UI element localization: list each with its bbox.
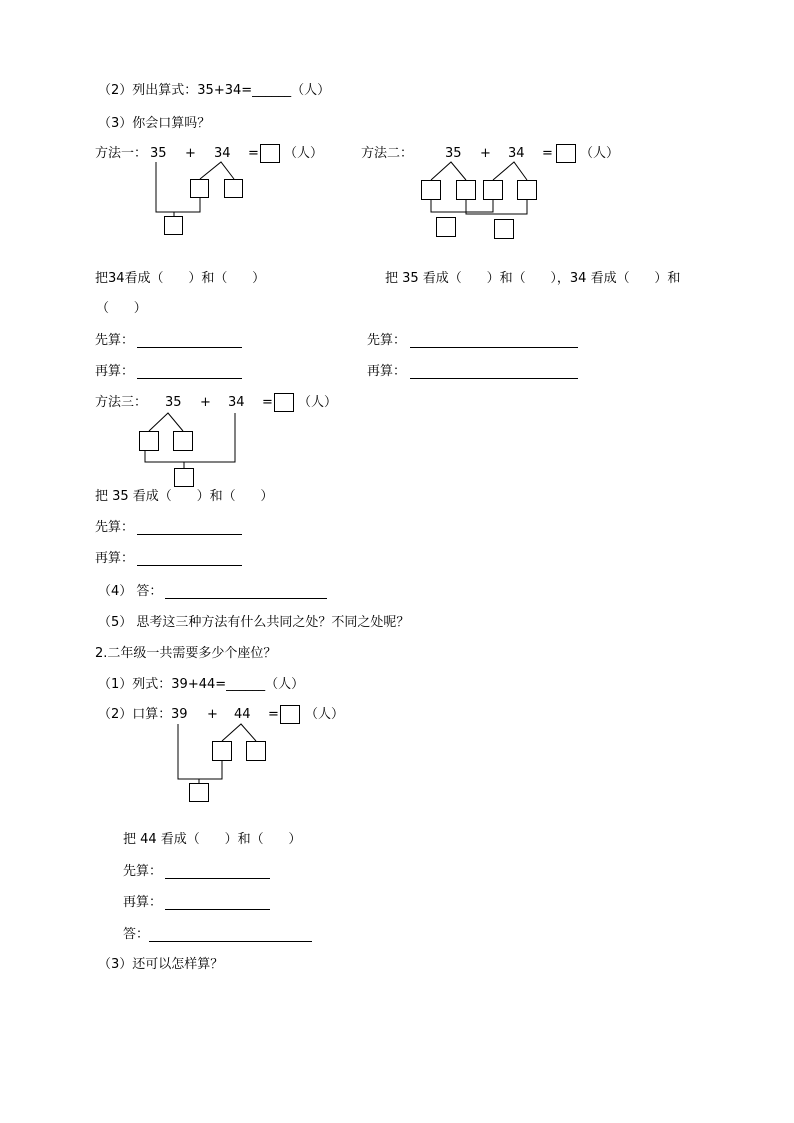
method1-split-text: 把34看成（ ）和（ ） [95, 271, 266, 286]
method3-split-text: 把 35 看成（ ）和（ ） [95, 489, 274, 504]
q2-equals: = [268, 707, 279, 722]
q2-addend-b: 44 [234, 707, 251, 722]
q2-answer-label: 答： [123, 927, 150, 942]
q2-unit: （人） [305, 707, 345, 722]
method1-plus: + [185, 146, 196, 161]
q2-part3-question: （3）还可以怎样算？ [98, 957, 224, 972]
method2-then-label: 再算： [367, 364, 407, 379]
method1-equals: = [248, 146, 259, 161]
method2-unit: （人） [580, 146, 620, 161]
method1-label: 方法一： [95, 146, 148, 161]
method2-label: 方法二： [361, 146, 414, 161]
q2-title: 2.二年级一共需要多少个座位？ [95, 646, 277, 661]
method2-split-text: 把 35 看成（ ）和（ ），34 看成（ ）和 [385, 271, 681, 286]
method2-first-label: 先算： [367, 333, 407, 348]
method1-first-label: 先算： [95, 333, 135, 348]
q2-plus: + [207, 707, 218, 722]
q1-part2-equation: （2）列出算式：35+34=______（人） [98, 83, 331, 98]
q2-first-label: 先算： [123, 864, 163, 879]
method2-split-text-cont: （ ） [96, 301, 147, 316]
q1-part3-question: （3）你会口算吗？ [98, 116, 211, 131]
q1-part5-question: （5） 思考这三种方法有什么共同之处？不同之处呢？ [98, 615, 410, 630]
method3-addend-a: 35 [165, 395, 182, 410]
q2-answer-blank[interactable] [149, 941, 312, 942]
q2-then-blank[interactable] [165, 909, 270, 910]
method2-addend-b: 34 [508, 146, 525, 161]
method3-plus: + [200, 395, 211, 410]
q2-split-text: 把 44 看成（ ）和（ ） [123, 832, 302, 847]
q2-addend-a: 39 [171, 707, 188, 722]
method1-unit: （人） [284, 146, 324, 161]
method1-then-label: 再算： [95, 364, 135, 379]
q2-then-label: 再算： [123, 895, 163, 910]
q2-first-blank[interactable] [165, 878, 270, 879]
method2-plus: + [480, 146, 491, 161]
method3-addend-b: 34 [228, 395, 245, 410]
method1-addend-a: 35 [150, 146, 167, 161]
method1-addend-b: 34 [214, 146, 231, 161]
q2-part1-equation: （1）列式：39+44=______（人） [98, 677, 305, 692]
q2-part2-label: （2）口算： [98, 707, 172, 722]
q1-part4-answer-label: （4） 答： [98, 584, 163, 599]
method3-then-label: 再算： [95, 551, 135, 566]
method3-unit: （人） [298, 395, 338, 410]
method3-label: 方法三： [95, 395, 148, 410]
method2-equals: = [542, 146, 553, 161]
method3-first-label: 先算： [95, 520, 135, 535]
method2-addend-a: 35 [445, 146, 462, 161]
method3-equals: = [262, 395, 273, 410]
